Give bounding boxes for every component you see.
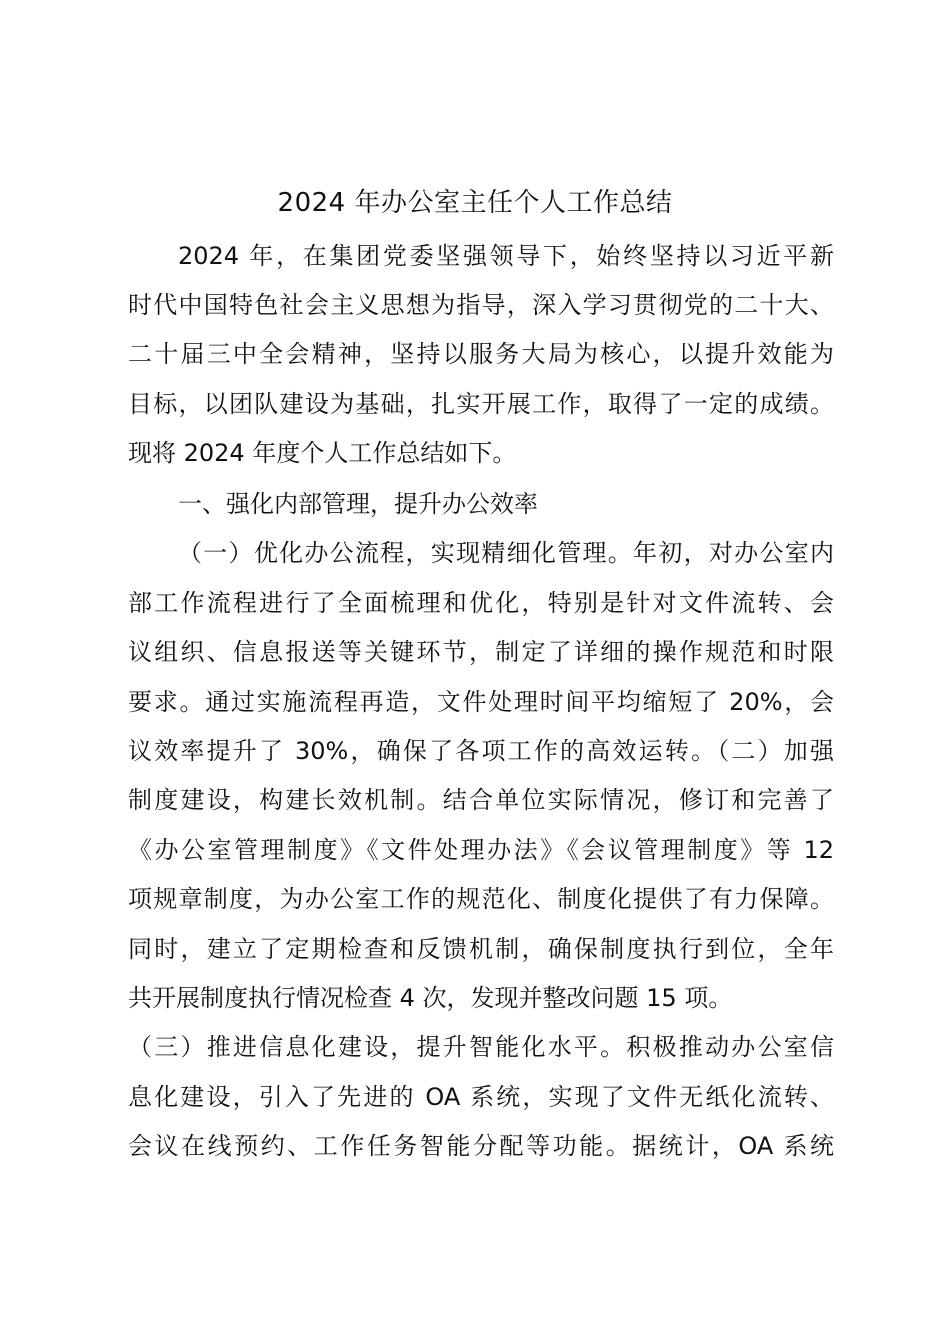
section-heading: 一、强化内部管理，提升办公效率 (178, 490, 538, 518)
paragraph-line: 2024 年，在集团党委坚强领导下，始终坚持以习近平新 (178, 242, 834, 270)
paragraph-line: 目标，以团队建设为基础，扎实开展工作，取得了一定的成绩。 (128, 390, 834, 418)
paragraph-line: 《办公室管理制度》《文件处理办法》《会议管理制度》等 12 (128, 836, 834, 864)
paragraph-line: 二十届三中全会精神，坚持以服务大局为核心，以提升效能为 (128, 340, 834, 368)
paragraph-line: （三）推进信息化建设，提升智能化水平。积极推动办公室信 (128, 1033, 834, 1061)
paragraph-line: （一）优化办公流程，实现精细化管理。年初，对办公室内 (178, 539, 834, 567)
paragraph-line: 制度建设，构建长效机制。结合单位实际情况，修订和完善了 (128, 786, 834, 814)
paragraph-line: 同时，建立了定期检查和反馈机制，确保制度执行到位，全年 (128, 935, 834, 963)
paragraph-line: 息化建设，引入了先进的 OA 系统，实现了文件无纸化流转、 (128, 1083, 834, 1111)
paragraph-line: 议组织、信息报送等关键环节，制定了详细的操作规范和时限 (128, 638, 834, 666)
paragraph-line: 要求。通过实施流程再造，文件处理时间平均缩短了 20%，会 (128, 688, 834, 716)
paragraph-line: 项规章制度，为办公室工作的规范化、制度化提供了有力保障。 (128, 885, 834, 913)
paragraph-line: 会议在线预约、工作任务智能分配等功能。据统计，OA 系统 (128, 1132, 834, 1160)
paragraph-line: 现将 2024 年度个人工作总结如下。 (128, 439, 517, 467)
paragraph-line: 时代中国特色社会主义思想为指导，深入学习贯彻党的二十大、 (128, 291, 834, 319)
paragraph-line: 议效率提升了 30%，确保了各项工作的高效运转。（二）加强 (128, 737, 834, 765)
document-title: 2024 年办公室主任个人工作总结 (277, 188, 673, 218)
paragraph-line: 部工作流程进行了全面梳理和优化，特别是针对文件流转、会 (128, 589, 834, 617)
paragraph-line: 共开展制度执行情况检查 4 次，发现并整改问题 15 项。 (128, 984, 733, 1012)
